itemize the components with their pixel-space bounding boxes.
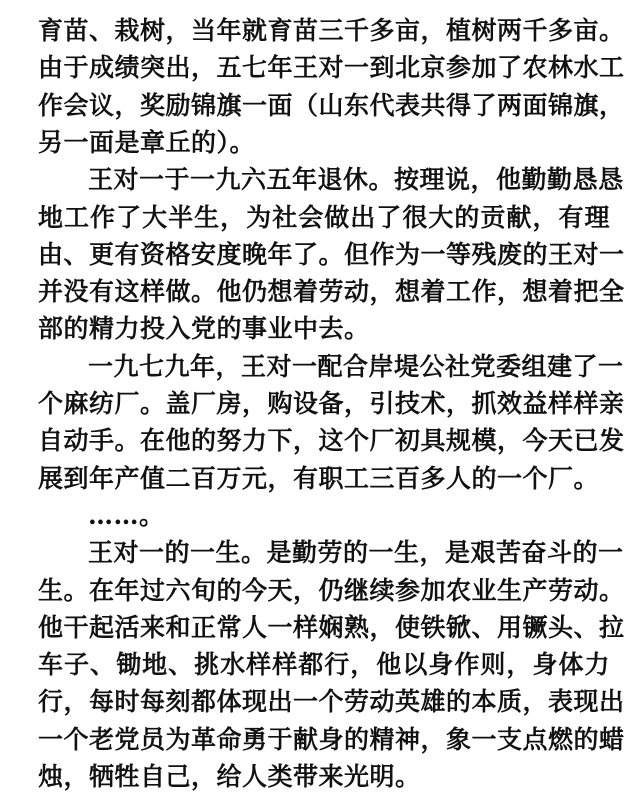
- text-line: 并没有这样做。他仍想着劳动，想着工作，想着把全: [38, 277, 625, 307]
- text-line: 生。在年过六旬的今天，仍继续参加农业生产劳动。: [38, 575, 625, 605]
- text-line: 由、更有资格安度晚年了。但作为一等残废的王对一: [38, 239, 625, 269]
- paragraph-first-line: 王对一的一生。是勤劳的一生，是艰苦奋斗的一: [88, 538, 624, 568]
- text-line: 他干起活来和正常人一样娴熟，使铁锨、用镢头、拉: [38, 612, 625, 642]
- text-line: 自动手。在他的努力下，这个厂初具规模，今天已发: [38, 426, 625, 456]
- text-line: 一个老党员为革命勇于献身的精神，象一支点燃的蜡: [38, 724, 625, 754]
- text-line: 车子、锄地、挑水样样都行，他以身作则，身体力: [38, 650, 610, 680]
- paragraph-first-line: 一九七九年，王对一配合岸堤公社党委组建了一: [88, 351, 624, 381]
- text-line: 由于成绩突出，五七年王对一到北京参加了农林水工: [38, 53, 625, 83]
- text-line: 地工作了大半生，为社会做出了很大的贡献，有理: [38, 202, 610, 232]
- ellipsis-line: ……。: [88, 500, 165, 530]
- text-line: 展到年产值二百万元，有职工三百多人的一个厂。: [38, 463, 600, 493]
- text-line: 烛，牺牲自己，给人类带来光明。: [38, 762, 421, 791]
- text-line: 另一面是章丘的）。: [38, 127, 256, 157]
- paragraph-first-line: 王对一于一九六五年退休。按理说，他勤勤恳恳: [88, 165, 624, 195]
- text-line: 个麻纺厂。盖厂房，购设备，引技术，抓效益样样亲: [38, 389, 625, 418]
- text-line: 行，每时每刻都体现出一个劳动英雄的本质，表现出: [38, 687, 625, 717]
- text-line: 育苗、栽树，当年就育苗三千多亩，植树两千多亩。: [38, 16, 625, 45]
- text-line: 部的精力投入党的事业中去。: [38, 314, 370, 344]
- text-line: 作会议，奖励锦旗一面（山东代表共得了两面锦旗，: [38, 90, 625, 120]
